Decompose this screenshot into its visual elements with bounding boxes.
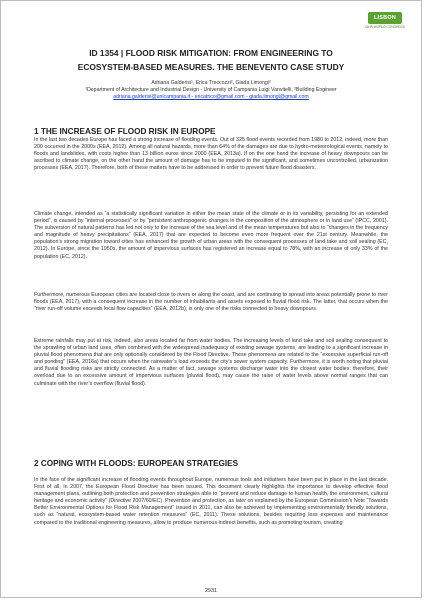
logo-mark: LISBON (368, 12, 402, 24)
author-block (34, 80, 388, 101)
title-line-2: ECOSYSTEM-BASED MEASURES. THE BENEVENTO CASE STUDY (77, 62, 345, 72)
paper-title (34, 46, 388, 74)
section-1-paragraph: In the last two decades Europe has faced a strong increase of flooding events. Out of 325 flood events recorded from 1980 to 2012, indeed, more than 200 occurred in the 2000s (EEA, 2012). Among all natural hazards, more than 64% of the damages are due to hydro-meteorological events, namely to floods and landslides, with costs higher than 13 billion euros since 2000 (EEA, 2013a). If on the one hand the increase of heavy downpours can be ascribed to climate change, on the other hand the amount of damage has to be imputed to the significant, and sometimes uncontrolled, urbanization processes (EEA, 2017). Therefore, both of these matters have to be addressed in order to prevent future flood disasters. (34, 137, 388, 172)
section-2-paragraph: In the face of the significant increase of flooding events throughout Europe, numerous tools and initiatives have been put in place in the last decade. First of all, in 2007, the European Flood Directive has been issued. This document clearly highlights the importance to develop effective flood management plans, outlining both protection and prevention strategies able to “prevent and reduce damage to human health, the environment, cultural heritage and economic activity” (Directive 2007/60/EC). Prevention and protection, as later on explained by the European Commission’s Note “Towards Better Environmental Options for Flood Risk Management” issued in 2011, can also be achieved by implementing environmentally friendly solutions, such as “natural, ecosystem-based water retention measures” (EC, 2011). These solutions, besides requiring less expenses and maintenance compared to the traditional engineering measures, allow to produce numerous indirect benefits, such as promoting tourism, creating (34, 477, 388, 526)
section-1-paragraph: Climate change, intended as “a statistically significant variation in either the mean state of the climate or in its variability, persisting for an extended period”, is caused by “internal processes” or by “persistent anthropogenic changes in the composition of the atmosphere or in land use” (IPCC, 2001). The subversion of natural patterns has led not only to the increase of the sea level and of the mean temperatures but also to “changes in the frequency and magnitude of heavy precipitations” (EEA, 2017) that are expected to become even more frequent over the 21st century. Meanwhile, the population’s strong migration toward cities has enhanced the growth of urban areas with the consequent processes of land take and soil sealing (EC, 2012). In Europe, since the 1950s, the amount of impervious surfaces has registered an increase equal to 78%, with an increase of only 33% of the population (EC, 2012). (34, 211, 388, 260)
author-affiliation: ¹Department of Architecture and Industrial Design - University of Campania Luigi Vanvitelli, ²Building Engineer (85, 87, 337, 93)
logo-subtitle: IAHR WORLD CONGRESS (365, 25, 405, 29)
title-line-1: ID 1354 | FLOOD RISK MITIGATION: FROM ENGINEERING TO (89, 48, 333, 58)
section-1-paragraph: Extreme rainfalls may put at risk, indeed, also areas located far from water bodies. The increasing levels of land take and soil sealing consequent to the sprawling of urban land uses, often combined with the widespread inadequacy of existing sewage systems, are leading to a significant increase in pluvial flood phenomena that are only optionally considered by the Flood Directive. These phenomena are related to the “excessive superficial run-off and ponding” (EEA, 2016a) that occurs when the rainwater’s load exceeds the city’s sewer system capacity. Furthermore, it is worth noting that pluvial and fluvial flooding risks are strictly connected. As a matter of fact, sewage systems discharge water into the closest water bodies: therefore, their overload due to an excessive amount of impervious surfaces (pluvial flood), may cause the raise of water levels above normal ranges that can culminate with the river’s overflow (fluvial flood). (34, 338, 388, 387)
author-names: Adriana Galderisi¹, Erica Treccozzi², Giada Limongi² (151, 80, 271, 86)
section-1-paragraph: Furthermore, numerous European cities are located close to rivers or along the coast, and are continuing to spread into areas potentially prone to river floods (EEA, 2017), with a consequent increase in the number of inhabitants and assets exposed to fluvial flood risk. The latter, that occurs when the “river run-off volume exceeds local flow capacities” (EEA, 2012b), is only one of the risks connected to heavy downpours. (34, 292, 388, 313)
congress-logo (367, 12, 403, 32)
author-emails[interactable]: adriana.galderisi@unicampania.it - ericatrico@gmail.com - giada.limongi@gmail.com (113, 94, 309, 100)
section-2-heading: 2 COPING WITH FLOODS: EUROPEAN STRATEGIES (34, 459, 239, 468)
page-number: 2931 (204, 588, 218, 594)
section-1-heading: 1 THE INCREASE OF FLOOD RISK IN EUROPE (34, 127, 216, 136)
